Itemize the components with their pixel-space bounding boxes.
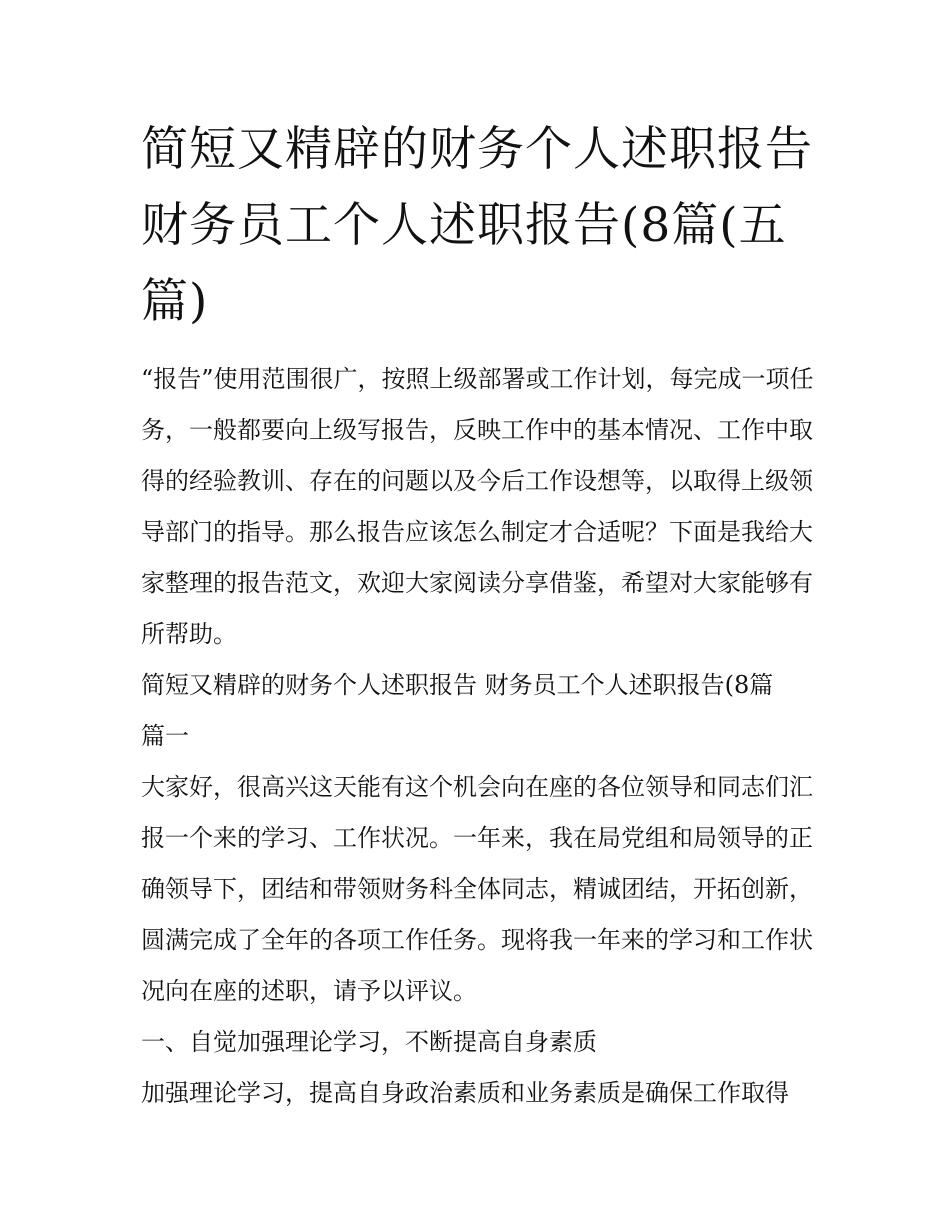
intro-paragraph: “报告”使用范围很广，按照上级部署或工作计划，每完成一项任务，一般都要向上级写报告，反映工作中的基本情况、工作中取得的经验教训、存在的问题以及今后工作设想等，以取得上级领导部门的指导。那么报告应该怎么制定才合适呢？下面是我给大家整理的报告范文，欢迎大家阅读分享借鉴，希望对大家能够有所帮助。 — [141, 365, 814, 648]
body-paragraph-2: 加强理论学习，提高自身政治素质和业务素质是确保工作取得 — [141, 1079, 789, 1107]
chapter-label: 篇一 — [141, 722, 189, 750]
section-heading-1: 一、自觉加强理论学习，不断提高自身素质 — [141, 1028, 597, 1056]
subtitle-line: 简短又精辟的财务个人述职报告 财务员工个人述职报告(8篇 — [141, 671, 774, 699]
document-title: 简短又精辟的财务个人述职报告 财务员工个人述职报告(8篇(五篇) — [141, 122, 813, 329]
document-body — [141, 354, 821, 1119]
body-paragraph-1: 大家好，很高兴这天能有这个机会向在座的各位领导和同志们汇报一个来的学习、工作状况。一年来，我在局党组和局领导的正确领导下，团结和带领财务科全体同志，精诚团结，开拓创新，圆满完成了全年的各项工作任务。现将我一年来的学习和工作状况向在座的述职，请予以评议。 — [141, 773, 813, 1005]
